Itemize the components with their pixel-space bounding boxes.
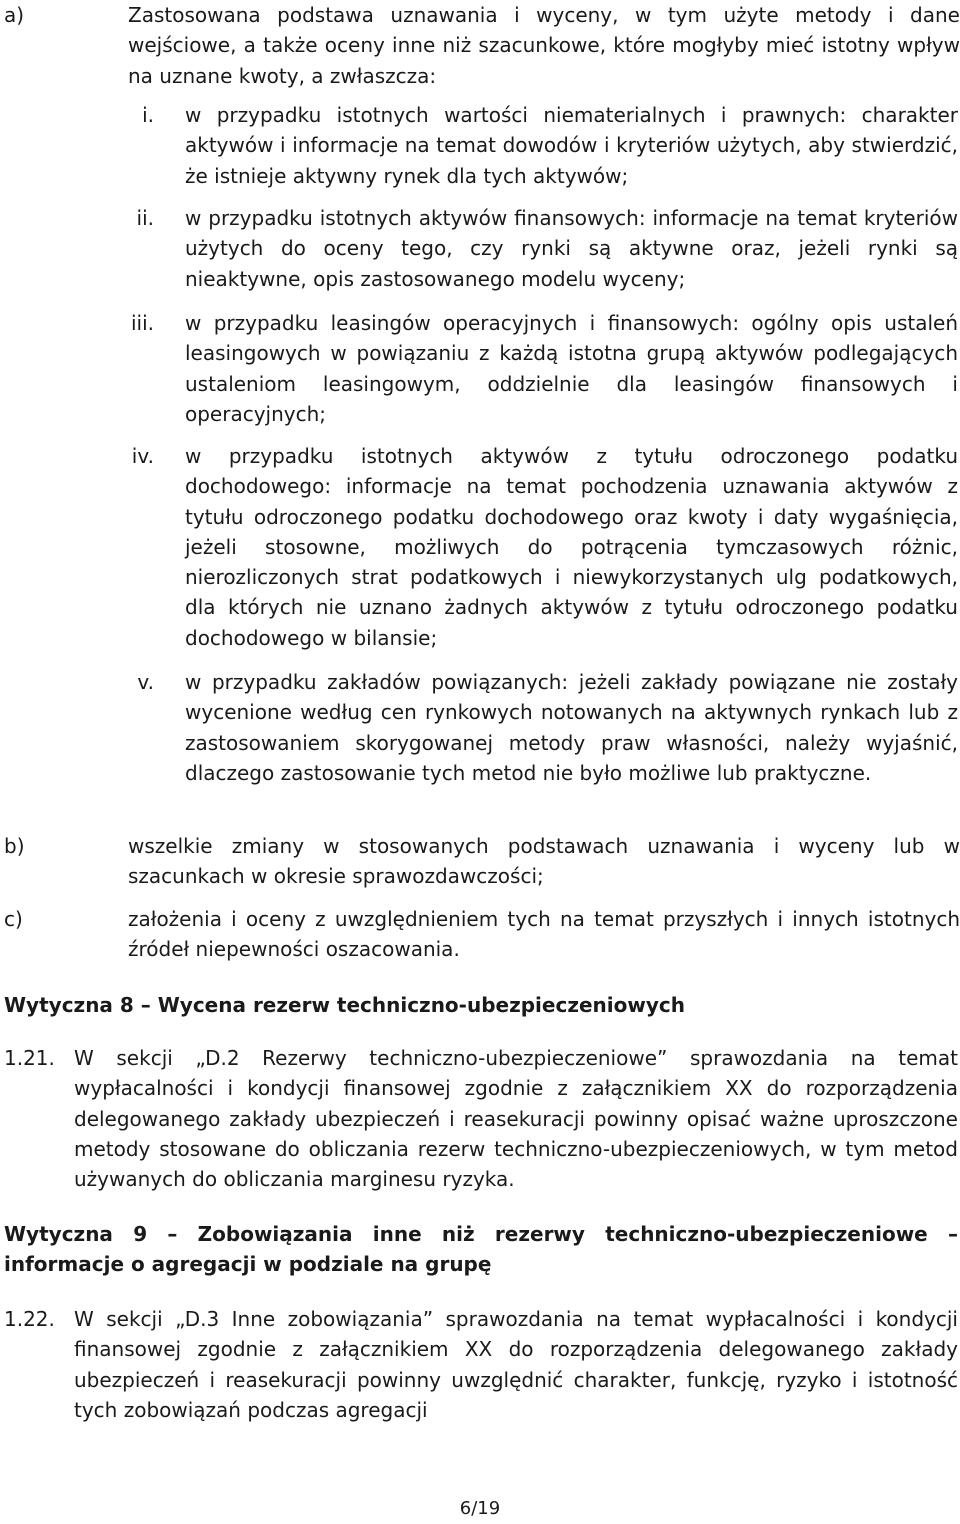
paragraph-text: W sekcji „D.3 Inne zobowiązania” sprawozdania na temat wypłacalności i kondycji finansowej zgodnie z załącznikiem XX do rozporządzenia delegowanego zakłady ubezpieczeń i reasekuracji powinny uwzględnić charakter, funkcję, ryzyko i istotność tych zobowiązań podczas agregacji [74,1307,958,1422]
list-text: założenia i oceny z uwzględnieniem tych na temat przyszłych i innych istotnych źródeł niepewności oszacowania. [128,907,960,962]
sublist-label: iv. [131,444,154,468]
sublist-label: ii. [136,206,154,230]
list-label: b) [4,834,25,858]
paragraph-text: W sekcji „D.2 Rezerwy techniczno-ubezpieczeniowe” sprawozdania na temat wypłacalności i kondycji finansowej zgodnie z załącznikiem XX do rozporządzenia delegowanego zakłady ubezpieczeń i reasekuracji powinny opisać ważne uproszczone metody stosowane do obliczania rezerw techniczno-ubezpieczeniowych, w tym metod używanych do obliczania marginesu ryzyka. [74,1046,958,1192]
guideline-heading-9: Wytyczna 9 – Zobowiązania inne niż rezerwy techniczno-ubezpieczeniowe – informacje o agregacji w podziale na grupę [4,1222,958,1277]
sublist-label: iii. [130,311,154,335]
sublist-text: w przypadku istotnych aktywów z tytułu odroczonego podatku dochodowego: informacje na temat pochodzenia uznawania aktywów z tytułu odroczonego podatku dochodowego oraz kwoty i daty wygaśnięcia, jeżeli stosowne, możliwych do potrącenia tymczasowych różnic, nierozliczonych strat podatkowych i niewykorzystanych ulg podatkowych, dla których nie uznano żadnych aktywów z tytułu odroczonego podatku dochodowego w bilansie; [185,444,958,650]
list-label: c) [4,907,23,931]
list-text: wszelkie zmiany w stosowanych podstawach uznawania i wyceny lub w szacunkach w okresie sprawozdawczości; [128,834,960,889]
sublist-text: w przypadku zakładów powiązanych: jeżeli zakłady powiązane nie zostały wycenione według cen rynkowych notowanych na aktywnych rynkach lub z zastosowaniem skorygowanej metody praw własności, należy wyjaśnić, dlaczego zastosowanie tych metod nie było możliwe lub praktyczne. [185,670,958,785]
list-text: Zastosowana podstawa uznawania i wyceny, w tym użyte metody i dane wejściowe, a także oceny inne niż szacunkowe, które mogłyby mieć istotny wpływ na uznane kwoty, a zwłaszcza: [128,3,960,88]
paragraph-number: 1.21. [4,1046,55,1070]
sublist-text: w przypadku istotnych wartości niematerialnych i prawnych: charakter aktywów i informacje na temat dowodów i kryteriów użytych, aby stwierdzić, że istnieje aktywny rynek dla tych aktywów; [185,103,958,188]
guideline-heading-8: Wytyczna 8 – Wycena rezerw techniczno-ubezpieczeniowych [4,993,685,1017]
sublist-label: v. [137,670,154,694]
list-label: a) [4,3,25,27]
page-number: 6/19 [459,1498,501,1519]
paragraph-number: 1.22. [4,1307,55,1331]
sublist-text: w przypadku istotnych aktywów finansowych: informacje na temat kryteriów użytych do oceny tego, czy rynki są aktywne oraz, jeżeli rynki są nieaktywne, opis zastosowanego modelu wyceny; [185,206,958,291]
sublist-text: w przypadku leasingów operacyjnych i finansowych: ogólny opis ustaleń leasingowych w powiązaniu z każdą istotna grupą aktywów podlegających ustaleniom leasingowym, oddzielnie dla leasingów finansowych i operacyjnych; [185,311,958,426]
sublist-label: i. [142,103,154,127]
